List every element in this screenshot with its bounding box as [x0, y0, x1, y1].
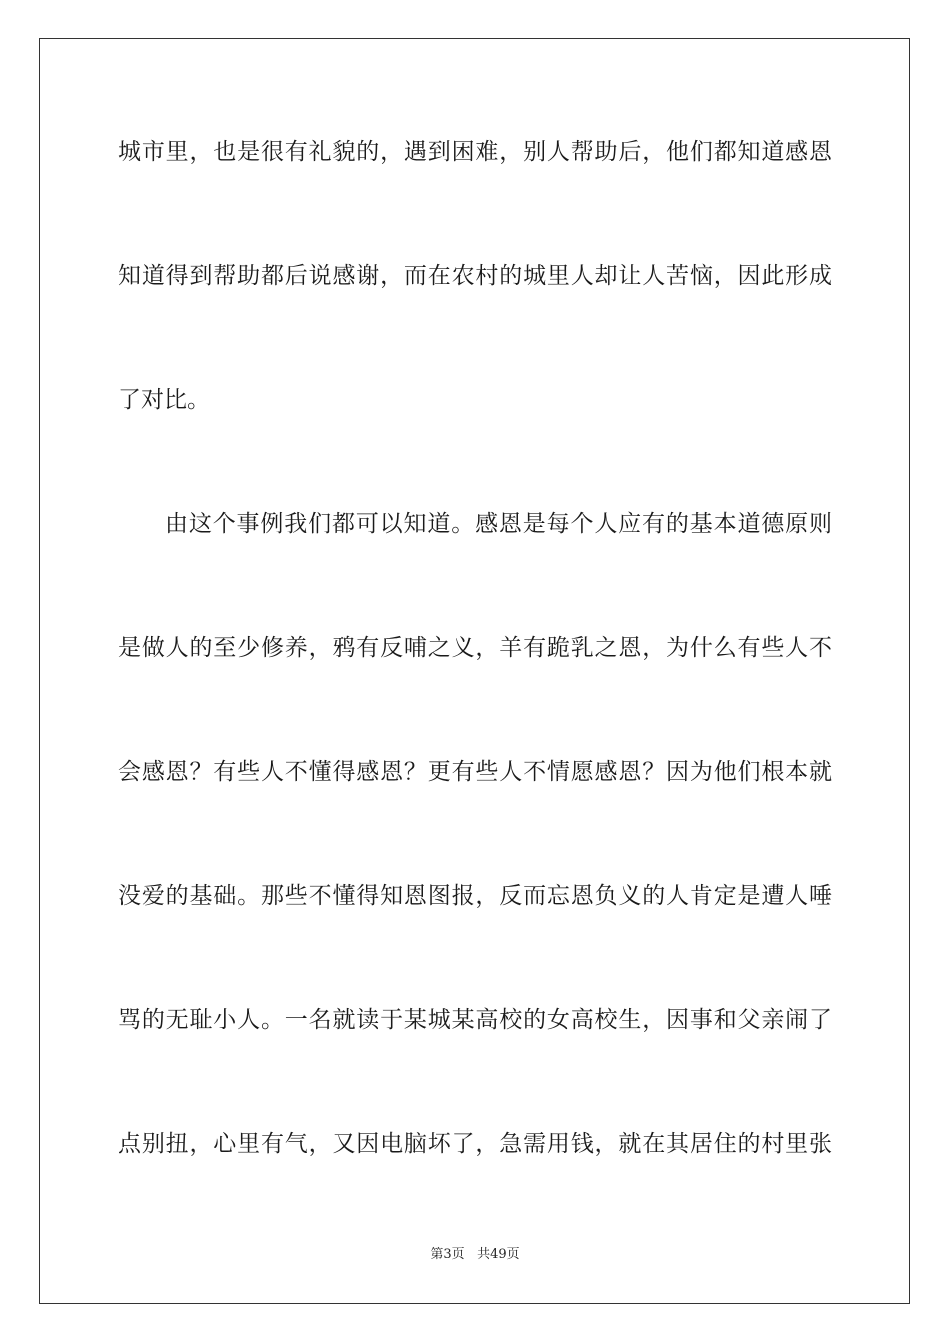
text-line: 知道得到帮助都后说感谢，而在农村的城里人却让人苦恼，因此形成	[118, 263, 832, 289]
text-line: 是做人的至少修养，鸦有反哺之义，羊有跪乳之恩，为什么有些人不	[118, 635, 832, 661]
text-line: 骂的无耻小人。一名就读于某城某高校的女高校生，因事和父亲闹了	[118, 1007, 832, 1033]
text-line: 没爱的基础。那些不懂得知恩图报，反而忘恩负义的人肯定是遭人唾	[118, 883, 832, 909]
total-pages: 共49页	[477, 1247, 520, 1262]
text-line: 城市里，也是很有礼貌的，遇到困难，别人帮助后，他们都知道感恩	[118, 139, 832, 165]
text-line: 会感恩？有些人不懂得感恩？更有些人不情愿感恩？因为他们根本就	[118, 759, 832, 785]
paragraph-first-line: 由这个事例我们都可以知道。感恩是每个人应有的基本道德原则	[165, 511, 832, 537]
page-number: 第3页	[430, 1247, 465, 1262]
page-footer	[0, 1246, 950, 1264]
text-line: 点别扭，心里有气，又因电脑坏了，急需用钱，就在其居住的村里张	[118, 1131, 832, 1157]
text-line: 了对比。	[118, 387, 210, 413]
page-border	[39, 38, 910, 1304]
